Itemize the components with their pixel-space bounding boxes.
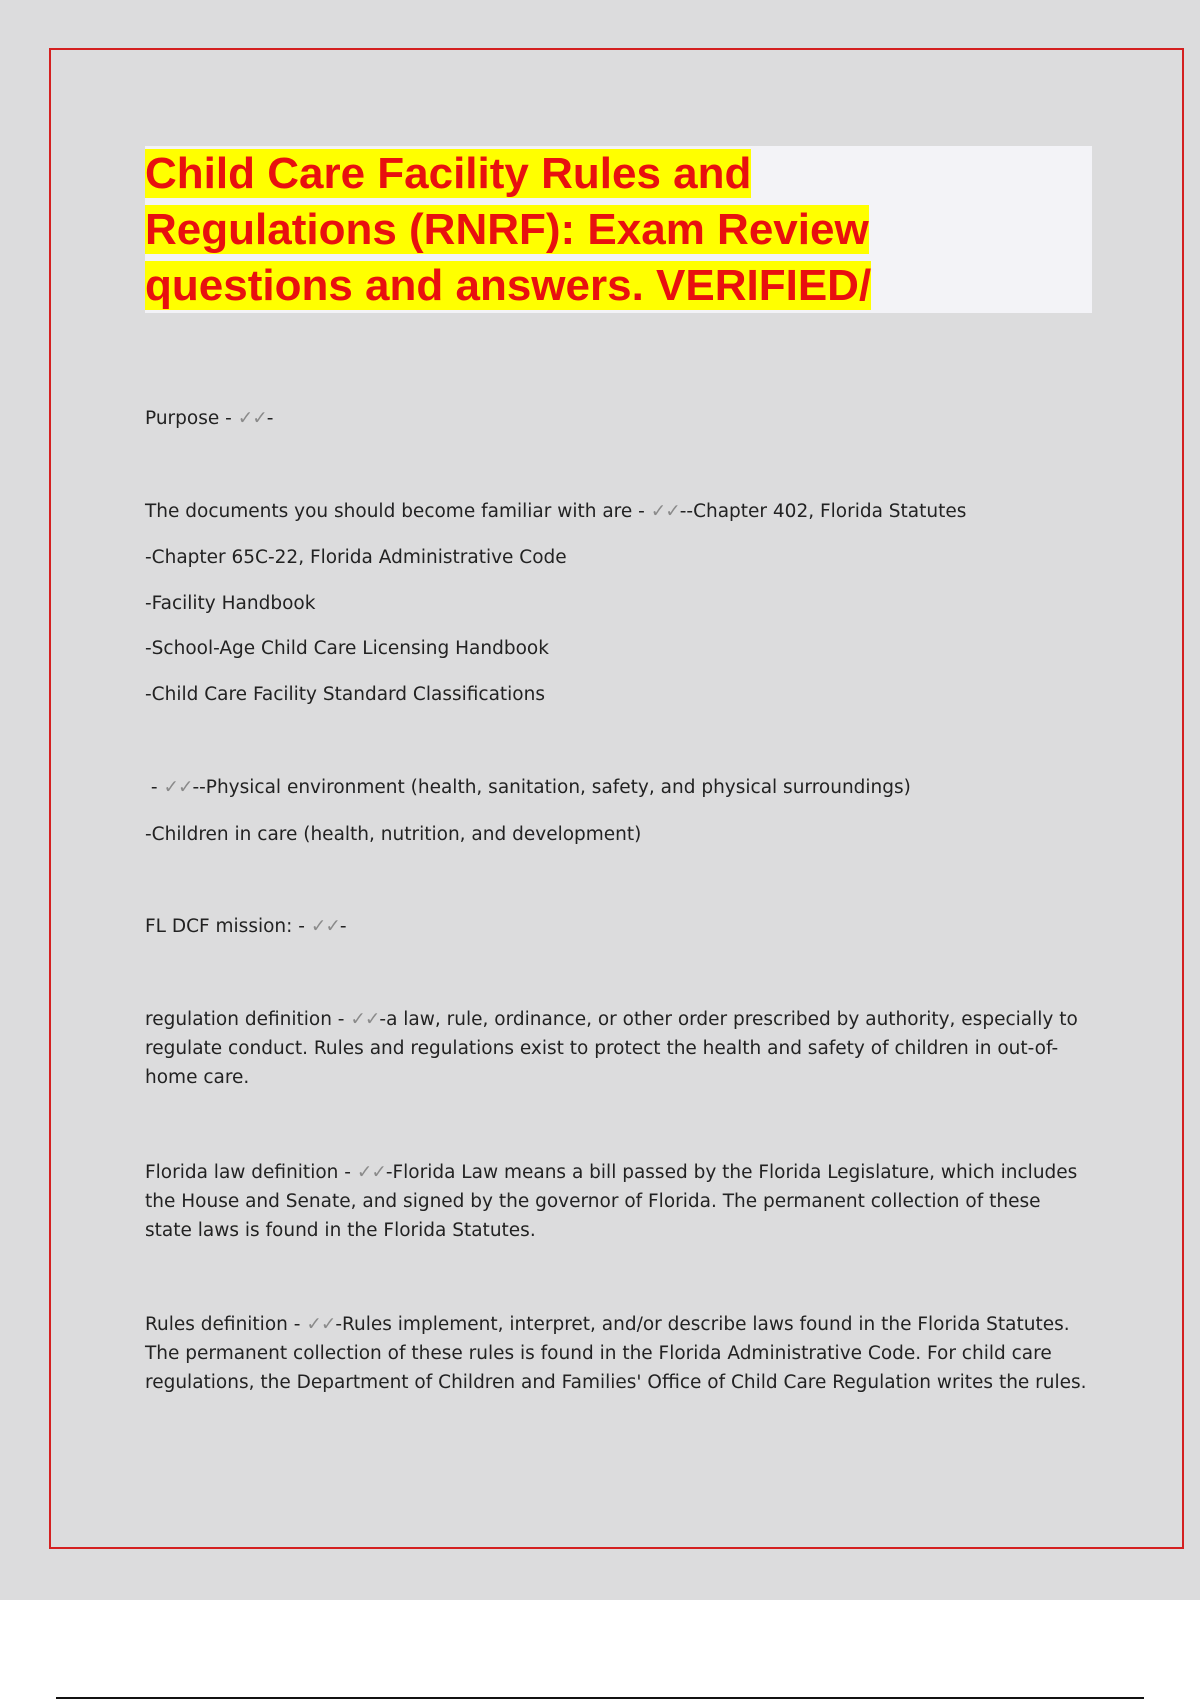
- title-line-2: Regulations (RNRF): Exam Review: [145, 205, 869, 254]
- entry-physical-environment: - ✓✓--Physical environment (health, sanitation, safety, and physical surroundings): [145, 777, 911, 798]
- entry-children-in-care: -Children in care (health, nutrition, and development): [145, 824, 642, 845]
- document-title: [145, 146, 1005, 314]
- entry-mission: FL DCF mission: - ✓✓-: [145, 916, 347, 937]
- entry-rules-definition: Rules definition - ✓✓-Rules implement, interpret, and/or describe laws found in the Florida Statutes. The permanent collection of these rules is found in the Florida Administrative Code. For child care regulations, the Department of Children and Families' Office of Child Care Regulation writes the rules.: [145, 1314, 1087, 1393]
- documents-list-item: -Child Care Facility Standard Classifications: [145, 684, 545, 705]
- double-check-icon: ✓✓: [356, 1162, 386, 1183]
- entry-purpose: Purpose - ✓✓-: [145, 408, 274, 429]
- entry-regulation-definition: regulation definition - ✓✓-a law, rule, ordinance, or other order prescribed by authority, especially to regulate conduct. Rules and regulations exist to protect the health and safety of children in out-of-home care.: [145, 1009, 1078, 1088]
- double-check-icon: ✓✓: [306, 1314, 336, 1335]
- title-line-1: Child Care Facility Rules and: [145, 149, 752, 198]
- double-check-icon: ✓✓: [650, 501, 680, 522]
- double-check-icon: ✓✓: [310, 916, 340, 937]
- page-footer-rule: [56, 1697, 1144, 1699]
- documents-list-item: -Facility Handbook: [145, 593, 316, 614]
- double-check-icon: ✓✓: [237, 408, 267, 429]
- documents-list-item: -School-Age Child Care Licensing Handbook: [145, 638, 549, 659]
- title-line-3: questions and answers. VERIFIED/: [145, 261, 872, 310]
- double-check-icon: ✓✓: [163, 777, 193, 798]
- double-check-icon: ✓✓: [350, 1009, 380, 1030]
- documents-list-item: -Chapter 65C-22, Florida Administrative Code: [145, 547, 567, 568]
- entry-documents: The documents you should become familiar with are - ✓✓--Chapter 402, Florida Statutes: [145, 501, 967, 522]
- entry-florida-law-definition: Florida law definition - ✓✓-Florida Law means a bill passed by the Florida Legislature, which includes the House and Senate, and signed by the governor of Florida. The permanent collection of these state laws is found in the Florida Statutes.: [145, 1162, 1078, 1241]
